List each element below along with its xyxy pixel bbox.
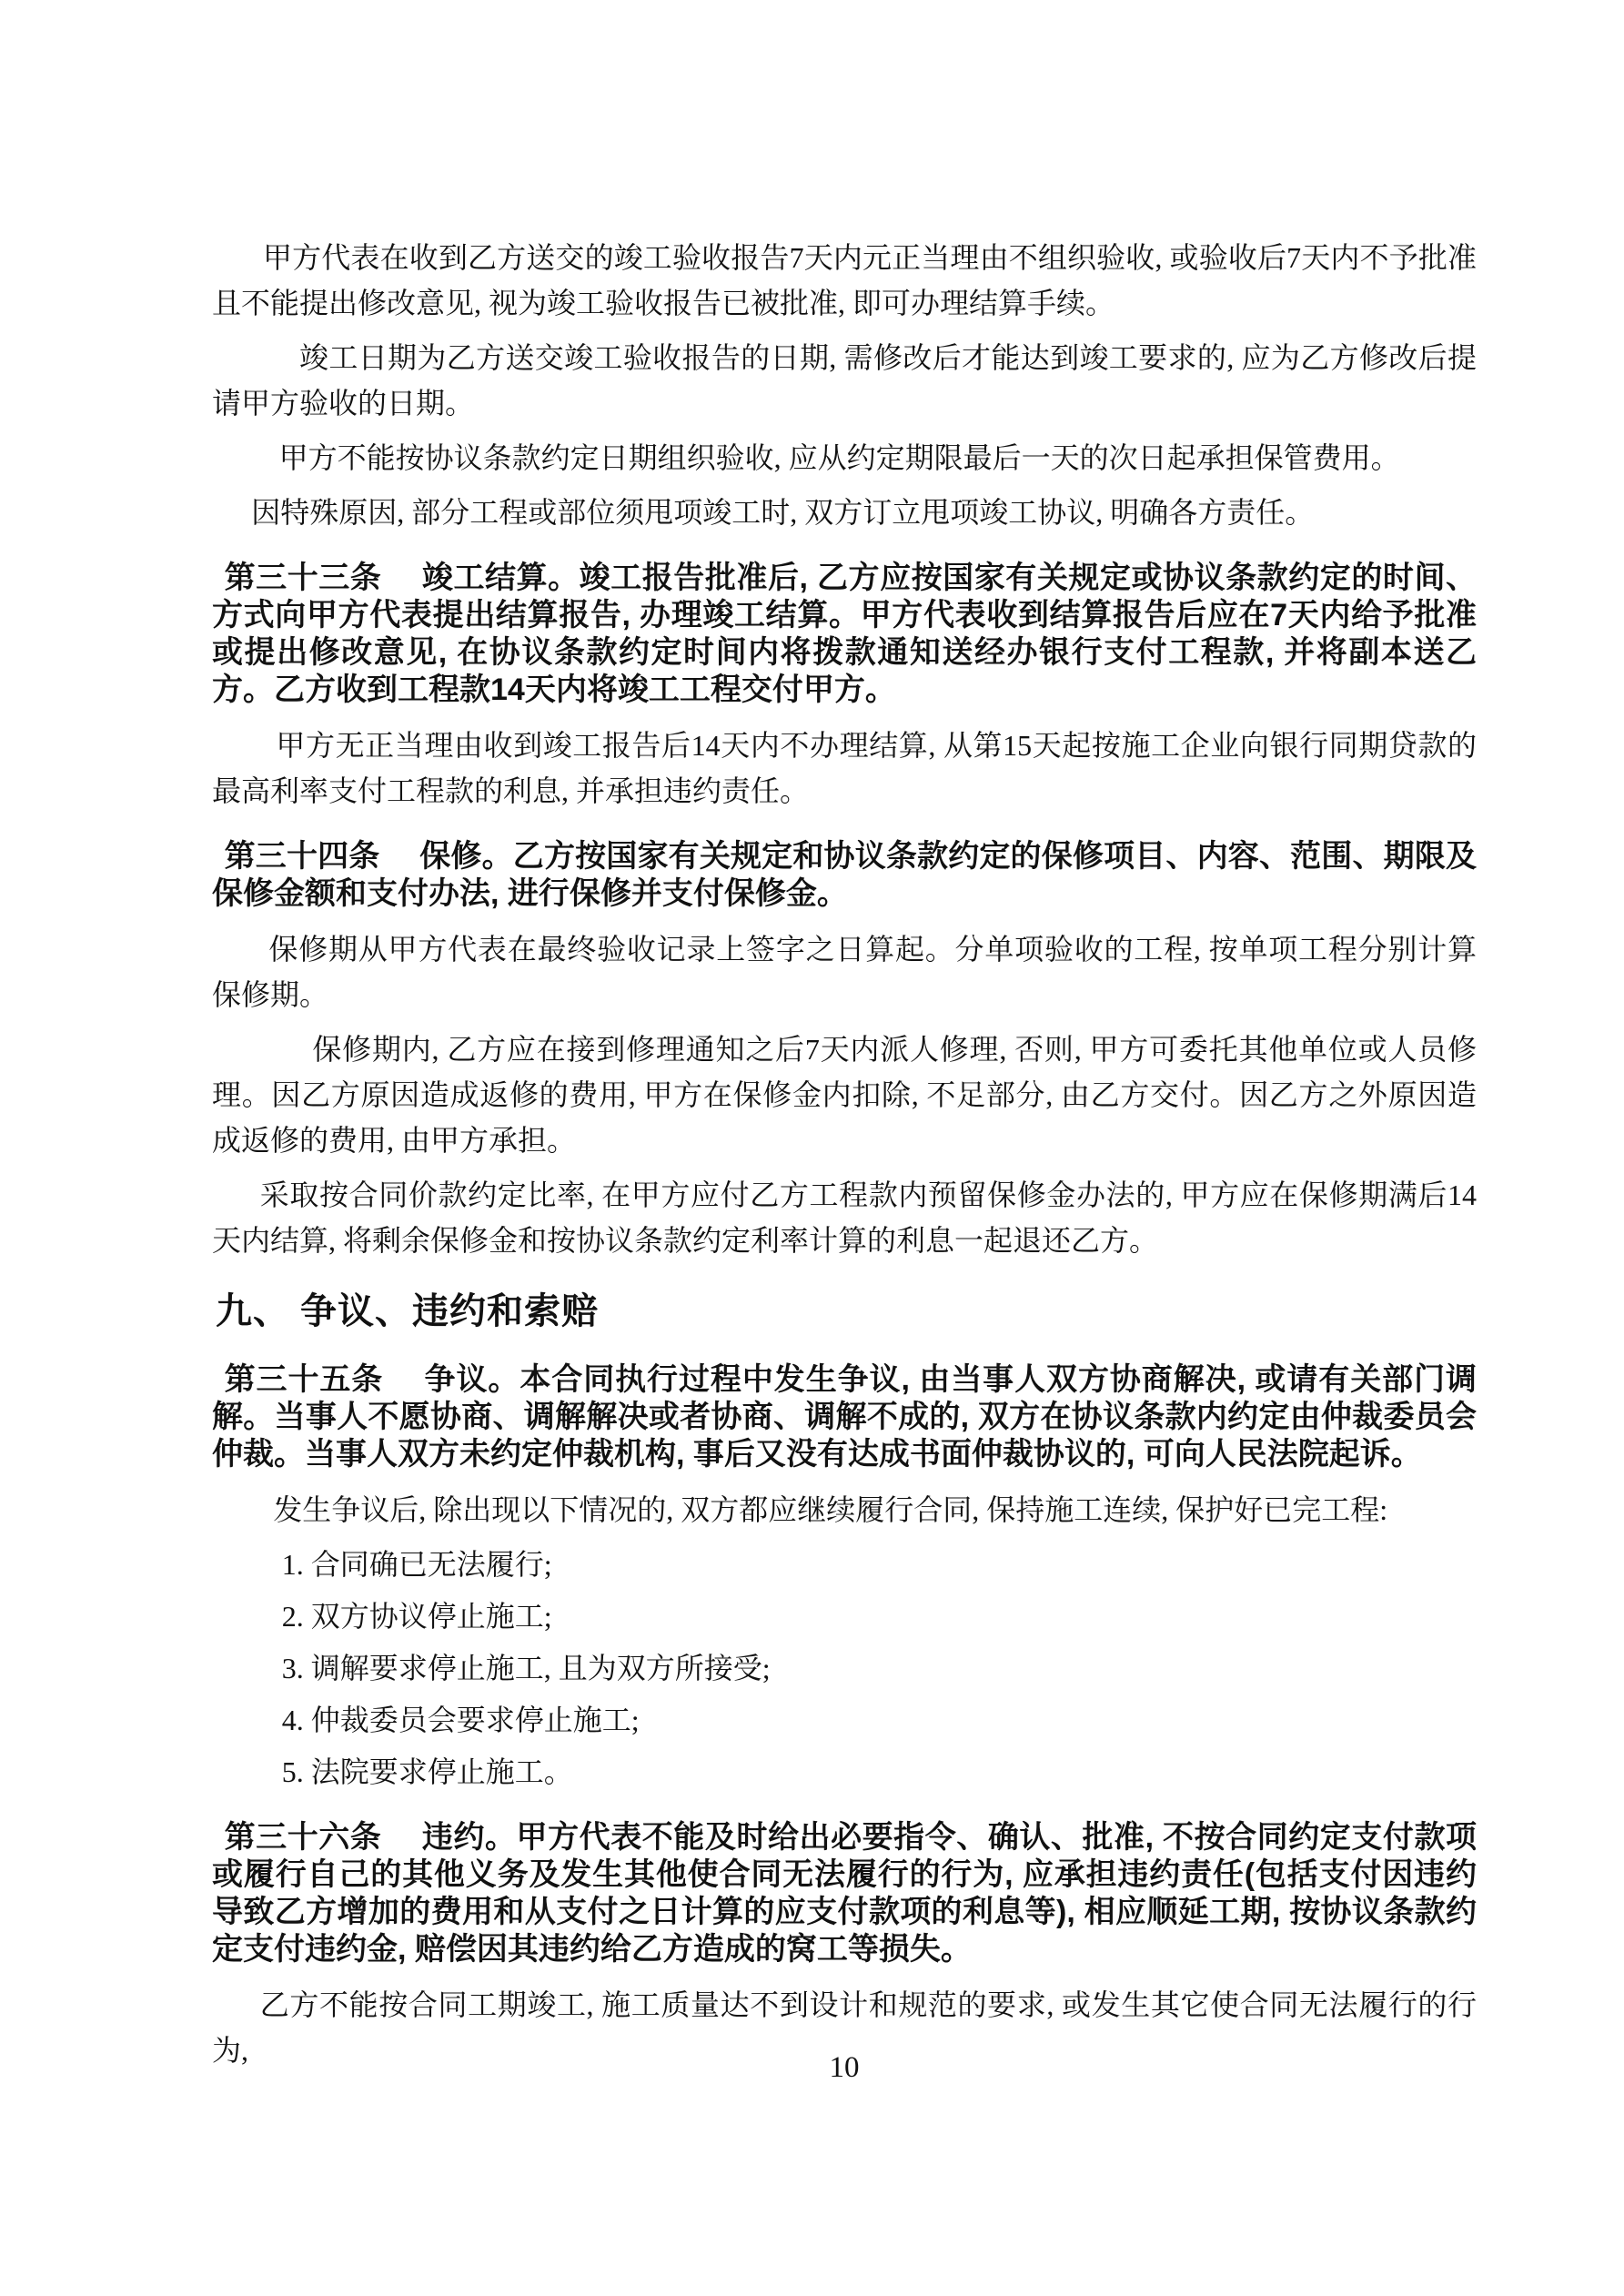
dispute-list-item-1: 1. 合同确已无法履行; bbox=[281, 1548, 552, 1581]
paragraph-acceptance-deadline: 甲方不能按协议条款约定日期组织验收, 应从约定期限最后一天的次日起承担保管费用。 bbox=[278, 441, 1400, 474]
paragraph-warranty-retention-refund: 采取按合同价款约定比率, 在甲方应付乙方工程款内预留保修金办法的, 甲方应在保修期满后14天内结算, 将剩余保修金和按协议条款约定利率计算的利息一起退还乙方。 bbox=[212, 1178, 1477, 1257]
article-35-disputes: 第三十五条 争议。本合同执行过程中发生争议, 由当事人双方协商解决, 或请有关部门调解。当事人不愿协商、调解解决或者协商、调解不成的, 双方在协议条款内约定由仲裁委员会仲裁。当事人双方未约定仲裁机构, 事后又没有达成书面仲裁协议的, 可向人民法院起诉。 bbox=[212, 1362, 1477, 1472]
paragraph-continue-performance: 发生争议后, 除出现以下情况的, 双方都应继续履行合同, 保持施工连续, 保护好已完工程: bbox=[273, 1493, 1388, 1526]
paragraph-completion-acceptance: 甲方代表在收到乙方送交的竣工验收报告7天内元正当理由不组织验收, 或验收后7天内不予批准且不能提出修改意见, 视为竣工验收报告已被批准, 即可办理结算手续。 bbox=[212, 241, 1477, 319]
article-33-final-settlement: 第三十三条 竣工结算。竣工报告批准后, 乙方应按国家有关规定或协议条款约定的时间、方式向甲方代表提出结算报告, 办理竣工结算。甲方代表收到结算报告后应在7天内给予批准或提出修改意见, 在协议条款约定时间内将拨款通知送经办银行支付工程款, 并将副本送乙方。乙方收到工程款14天内将竣工工程交付甲方。 bbox=[212, 561, 1477, 707]
paragraph-warranty-period-start: 保修期从甲方代表在最终验收记录上签字之日算起。分单项验收的工程, 按单项工程分别计算保修期。 bbox=[212, 933, 1477, 1011]
dispute-list-item-5: 5. 法院要求停止施工。 bbox=[281, 1755, 573, 1788]
dispute-list-item-4: 4. 仲裁委员会要求停止施工; bbox=[281, 1704, 640, 1736]
paragraph-settlement-delay-interest: 甲方无正当理由收到竣工报告后14天内不办理结算, 从第15天起按施工企业向银行同期贷款的最高利率支付工程款的利息, 并承担违约责任。 bbox=[212, 729, 1477, 807]
paragraph-warranty-repairs: 保修期内, 乙方应在接到修理通知之后7天内派人修理, 否则, 甲方可委托其他单位或人员修理。因乙方原因造成返修的费用, 甲方在保修金内扣除, 不足部分, 由乙方交付。因乙方之外原因造成返修的费用, 由甲方承担。 bbox=[212, 1033, 1477, 1157]
page-number: 10 bbox=[829, 2051, 860, 2084]
paragraph-completion-date: 竣工日期为乙方送交竣工验收报告的日期, 需修改后才能达到竣工要求的, 应为乙方修改后提请甲方验收的日期。 bbox=[212, 341, 1477, 420]
section-heading-disputes-breach-claims: 九、 争议、违约和索赔 bbox=[216, 1290, 599, 1331]
paragraph-special-partial-completion: 因特殊原因, 部分工程或部位须甩项竣工时, 双方订立甩项竣工协议, 明确各方责任。 bbox=[251, 496, 1315, 529]
dispute-list-item-3: 3. 调解要求停止施工, 且为双方所接受; bbox=[281, 1652, 771, 1684]
dispute-list-item-2: 2. 双方协议停止施工; bbox=[281, 1600, 552, 1633]
article-36-breach: 第三十六条 违约。甲方代表不能及时给出必要指令、确认、批准, 不按合同约定支付款项或履行自己的其他义务及发生其他使合同无法履行的行为, 应承担违约责任(包括支付因违约导致乙方增加的费用和从支付之日计算的应支付款项的利息等), 相应顺延工期, 按协议条款约定支付违约金, 赔偿因其违约给乙方造成的窝工等损失。 bbox=[212, 1820, 1477, 1967]
contract-body bbox=[212, 235, 1477, 2082]
article-34-warranty: 第三十四条 保修。乙方按国家有关规定和协议条款约定的保修项目、内容、范围、期限及保修金额和支付办法, 进行保修并支付保修金。 bbox=[212, 839, 1477, 911]
paragraph-party-b-breach: 乙方不能按合同工期竣工, 施工质量达不到设计和规范的要求, 或发生其它使合同无法履行的行为, bbox=[212, 1988, 1477, 2067]
